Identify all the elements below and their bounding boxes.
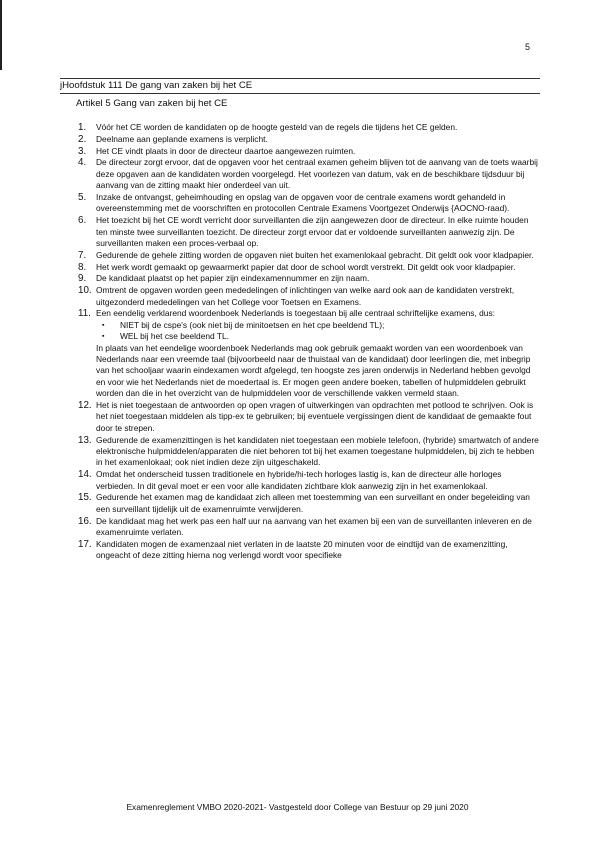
page-number: 5 — [524, 42, 530, 52]
item-number: 1. — [78, 122, 87, 133]
margin-rule — [0, 0, 2, 70]
list-item — [60, 262, 540, 273]
item-text: Een eendelig verklarend woordenboek Nederlands is toegestaan bij alle centraal schriftelijke examens, dus: — [96, 308, 495, 319]
item-content — [82, 215, 540, 249]
item-number: 2. — [78, 133, 87, 145]
list-item — [60, 122, 540, 133]
item-content — [82, 157, 540, 191]
item-content — [82, 134, 540, 145]
item-content — [82, 262, 540, 273]
item-number: 14. — [78, 469, 92, 481]
item-content — [82, 492, 540, 515]
item-text: Vóór het CE worden de kandidaten op de hoogte gesteld van de regels die tijdens het CE gelden. — [96, 122, 458, 132]
list-item — [60, 273, 540, 284]
item-content — [82, 539, 540, 562]
bullet-icon: ▪ — [102, 333, 105, 341]
item-content — [82, 122, 540, 133]
item-content — [82, 400, 540, 434]
page-footer: Examenreglement VMBO 2020-2021- Vastgesteld door College van Bestuur op 29 juni 2020 — [126, 802, 469, 812]
item-text: Gedurende het examen mag de kandidaat zich alleen met toestemming van een surveillant en onder begeleiding van een surveillant tijdelijk uit de examenruimte verwijderen. — [96, 492, 530, 514]
item-text: Omtrent de opgaven worden geen mededelingen of inlichtingen van welke aard ook aan de kandidaten verstrekt, uitgezonderd mededelingen van het College voor Toetsen en Examens. — [96, 285, 515, 307]
list-item — [60, 285, 540, 308]
item-content — [82, 273, 540, 284]
item-text: Het is niet toegestaan de antwoorden op open vragen of uitwerkingen van opdrachten met potlood te schrijven. Ook is het niet toegestaan middelen als tipp-ex te gebruiken; bij eventuele vergissingen dient de kandidaat de gemaakte fout door te strepen. — [96, 400, 534, 433]
bullet-text: WEL bij het cse beeldend TL. — [120, 331, 229, 342]
item-content — [82, 250, 540, 261]
item-number: 3. — [78, 145, 87, 157]
item-text: De directeur zorgt ervoor, dat de opgaven voor het centraal examen geheim blijven tot de aanvang van de toets waarbij deze opgaven aan de kandidaten worden voorgelegd. Het voorlezen van datum, vak en de beschikbare tijdsduur bij aanvang van de zitting maakt hier onderdeel van uit. — [96, 157, 538, 191]
list-item — [60, 492, 540, 515]
item-number: 16. — [78, 515, 92, 527]
item-number: 8. — [78, 261, 87, 273]
item-text: Kandidaten mogen de examenzaal niet verlaten in de laatste 20 minuten voor de eindtijd van de examenzitting, ongeacht of deze zitting hierna nog verlengd wordt voor specifieke — [96, 538, 508, 561]
item-text: Het CE vindt plaats in door de directeur daartoe aangewezen ruimten. — [96, 145, 356, 156]
item-text: De kandidaat mag het werk pas een half uur na aanvang van het examen bij een van de surveillanten inleveren en de examenruimte verlaten. — [96, 515, 532, 538]
item-text: Gedurende de gehele zitting worden de opgaven niet buiten het examenlokaal gebracht. Dit geldt ook voor kladpapier. — [96, 249, 534, 260]
list-item — [60, 516, 540, 539]
bullet-text: NIET bij de cspe's (ook niet bij de minitoetsen en het cpe beeldend TL); — [120, 319, 385, 330]
chapter-heading: jHoofdstuk 111 De gang van zaken bij het CE — [60, 78, 540, 94]
item-number: 10. — [78, 285, 92, 297]
item-content — [82, 192, 540, 215]
item-number: 6. — [78, 215, 87, 227]
bullet-item — [96, 331, 540, 342]
item-continuation: In plaats van het eendelige woordenboek Nederlands mag ook gebruik gemaakt worden van een woordenboek van Nederlands naar een vreemde taal (bijvoorbeeld naar de thuistaal van de kandidaat) door leerlingen die, met inbegrip van het schooljaar waarin eindexamen wordt afgelegd, ten hoogste zes jaren onderwijs in Nederland hebben gevolgd en voor wie het Nederlands niet de moedertaal is. Er mogen geen andere boeken, tabellen of hulpmiddelen gebruikt worden dan die in het overzicht van de hulpmiddelen voor de verschillende vakken vermeld staan. — [96, 342, 531, 399]
item-number: 15. — [78, 492, 92, 504]
article-list — [60, 122, 540, 562]
list-item — [60, 134, 540, 145]
article-title: Artikel 5 Gang van zaken bij het CE — [76, 98, 228, 109]
item-number: 17. — [78, 538, 92, 550]
item-number: 12. — [78, 400, 92, 412]
list-item — [60, 215, 540, 249]
item-content — [82, 516, 540, 539]
bullet-list — [96, 320, 540, 343]
item-number: 9. — [78, 273, 87, 285]
item-number: 4. — [78, 157, 87, 169]
item-content — [82, 146, 540, 157]
item-text: Gedurende de examenzittingen is het kandidaten niet toegestaan een mobiele telefoon, (hybride) smartwatch of andere elektronische hulpmiddelen/apparaten die niet behoren tot bij het examen toegestane hulpmiddelen, bij zich te hebben in het examenlokaal; ook niet indien deze zijn uitgeschakeld. — [96, 434, 539, 468]
item-number: 13. — [78, 434, 92, 446]
bullet-item — [96, 320, 540, 331]
item-number: 5. — [78, 192, 87, 203]
item-text: Het toezicht bij het CE wordt verricht door surveillanten die zijn aangewezen door de directeur. In elke ruimte houden ten minste twee surveillanten toezicht. De directeur zorgt ervoor dat er voldoende surveillanten aanwezig zijn. De surveillanten maken een proces-verbaal op. — [96, 215, 529, 249]
list-item — [60, 192, 540, 215]
item-text: Omdat het onderscheid tussen traditionele en hybride/hi-tech horloges lastig is, kan de directeur alle horloges verbieden. In dit geval moet er een voor alle kandidaten zichtbare klok aanwezig zijn in het examenlokaal. — [96, 469, 502, 491]
list-item — [60, 469, 540, 492]
item-content — [82, 435, 540, 469]
bullet-icon: ▪ — [102, 321, 105, 329]
item-number: 11. — [78, 308, 91, 320]
item-text: Inzake de ontvangst, geheimhouding en opslag van de opgaven voor de centrale examens wordt gehandeld in overeenstemming met de voorschriften en protocollen Centrale Examens Voortgezet Onderwijs {AOCNO-raad). — [96, 192, 510, 214]
item-text: De kandidaat plaatst op het papier zijn eindexamennummer en zijn naam. — [96, 273, 370, 284]
item-content — [82, 469, 540, 492]
list-item — [60, 308, 540, 399]
list-item — [60, 435, 540, 469]
list-item — [60, 539, 540, 562]
list-item — [60, 400, 540, 434]
item-content — [82, 285, 540, 308]
item-number: 7. — [78, 249, 87, 261]
item-text: Deelname aan geplande examens is verplicht. — [96, 133, 268, 144]
item-content — [82, 308, 540, 399]
list-item — [60, 146, 540, 157]
item-text: Het werk wordt gemaakt op gewaarmerkt papier dat door de school wordt verstrekt. Dit geldt ook voor kladpapier. — [96, 261, 516, 272]
list-item — [60, 250, 540, 261]
list-item — [60, 157, 540, 191]
